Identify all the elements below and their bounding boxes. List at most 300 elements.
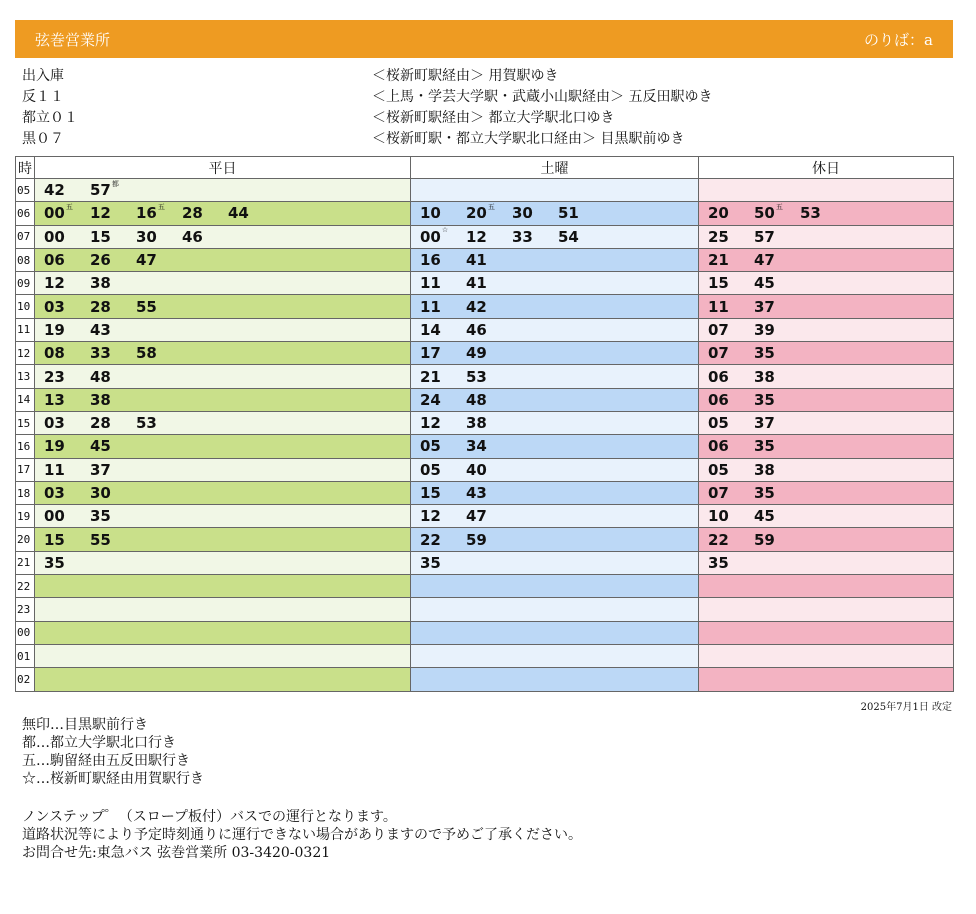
departure-minute [136,414,182,432]
hour-cell: 23 [16,598,35,621]
departure-minute [136,344,182,362]
hour-cell: 07 [16,225,35,248]
minute-value: 35 [420,553,441,572]
departure-minute [466,391,512,409]
minute-value: 12 [420,507,441,526]
holiday-cell [699,621,954,644]
saturday-cell [411,621,699,644]
minute-value: 51 [558,204,579,223]
weekday-cell [35,575,411,598]
minute-value: 15 [44,530,65,549]
minute-value: 53 [800,204,821,223]
saturday-cell [411,598,699,621]
minute-value: 22 [420,530,441,549]
route-row [22,129,952,150]
departure-minute [754,507,800,525]
minute-value: 45 [90,437,111,456]
departure-minute [44,228,90,246]
saturday-cell [411,458,699,481]
minute-value: 16 [420,251,441,270]
weekday-cell [35,179,411,202]
minute-value: 12 [44,274,65,293]
minute-value: 47 [466,507,487,526]
minute-value: 38 [754,460,775,479]
minute-value: 37 [754,297,775,316]
departure-minute [90,484,136,502]
departure-minute [136,204,182,222]
departure-minute [466,368,512,386]
saturday-cell [411,481,699,504]
departure-minute [558,204,604,222]
minute-value: 28 [182,204,203,223]
minute-value: 42 [466,297,487,316]
holiday-cell [699,342,954,365]
weekday-cell [35,342,411,365]
minute-value: 08 [44,344,65,363]
departure-minute [420,484,466,502]
departure-minute [90,321,136,339]
minute-value: 21 [420,367,441,386]
departure-minute [708,391,754,409]
saturday-cell [411,388,699,411]
saturday-cell [411,225,699,248]
hour-cell: 20 [16,528,35,551]
minute-value: 53 [136,414,157,433]
minute-value: 12 [420,414,441,433]
holiday-cell [699,505,954,528]
minute-value: 44 [228,204,249,223]
hour-cell: 05 [16,179,35,202]
departure-minute [708,228,754,246]
minute-value: 55 [90,530,111,549]
departure-minute [420,321,466,339]
departure-minute [44,321,90,339]
saturday-cell [411,551,699,574]
departure-minute [90,414,136,432]
minute-value: 30 [90,484,111,502]
notes [22,808,582,862]
minute-value: 28 [90,414,111,433]
weekday-cell [35,668,411,691]
destination-mark: 五 [775,203,783,212]
saturday-cell [411,365,699,388]
hour-cell: 16 [16,435,35,458]
departure-minute [420,507,466,525]
minute-value: 06 [708,437,729,456]
minute-value: 41 [466,274,487,293]
minute-value: 15 [708,274,729,293]
minute-value: 39 [754,320,775,339]
route-row [22,108,952,129]
destination-mark: 五 [487,203,495,212]
departure-minute [466,321,512,339]
hour-cell: 19 [16,505,35,528]
holiday-cell [699,272,954,295]
minute-value: 42 [44,181,65,200]
departure-minute [512,228,558,246]
holiday-cell [699,644,954,667]
timetable-row [16,528,954,551]
minute-value: 54 [558,227,579,246]
minute-value: 38 [90,274,111,293]
minute-value: 03 [44,297,65,316]
departure-minute [90,204,136,222]
minute-value: 00 [44,507,65,526]
minute-value: 55 [136,297,157,316]
timetable-row [16,179,954,202]
holiday-cell [699,248,954,271]
departure-minute [708,368,754,386]
departure-minute [90,298,136,316]
minute-value: 30 [136,227,157,246]
minute-value: 59 [754,530,775,549]
weekday-cell [35,551,411,574]
timetable-row [16,388,954,411]
departure-minute [90,507,136,525]
departure-minute [44,484,90,502]
saturday-cell [411,644,699,667]
holiday-cell [699,225,954,248]
minute-value: 05 [420,437,441,456]
route-row [22,66,952,87]
minute-value: 21 [708,251,729,270]
minute-value: 59 [466,530,487,549]
departure-minute [44,391,90,409]
minute-value: 14 [420,320,441,339]
minute-value: 06 [44,251,65,270]
departure-minute [44,414,90,432]
departure-minute [420,225,466,246]
timetable-row [16,575,954,598]
hour-cell: 00 [16,621,35,644]
minute-value: 37 [90,460,111,479]
minute-value: 35 [754,484,775,502]
timetable-row [16,342,954,365]
minute-value: 22 [708,530,729,549]
departure-minute [420,554,466,572]
departure-minute [44,298,90,316]
revision-date: 2025年7月1日 改定 [860,702,952,713]
hour-cell: 18 [16,481,35,504]
departure-minute [754,251,800,269]
departure-minute [754,391,800,409]
minute-value: 19 [44,437,65,456]
hour-cell: 15 [16,411,35,434]
weekday-cell [35,202,411,225]
departure-minute [228,204,274,222]
weekday-cell [35,295,411,318]
timetable-row [16,411,954,434]
departure-minute [44,437,90,455]
weekday-cell [35,225,411,248]
departure-minute [420,531,466,549]
departure-minute [708,251,754,269]
departure-minute [708,507,754,525]
weekday-cell [35,481,411,504]
departure-minute [90,344,136,362]
departure-minute [708,344,754,362]
departure-minute [420,251,466,269]
saturday-cell [411,272,699,295]
timetable-row [16,668,954,691]
saturday-cell [411,202,699,225]
minute-value: 38 [466,414,487,433]
timetable-row [16,644,954,667]
holiday-cell [699,202,954,225]
departure-minute [466,437,512,455]
departure-minute [90,251,136,269]
departure-minute [754,414,800,432]
minute-value: 11 [708,297,729,316]
minute-value: 25 [708,227,729,246]
departure-minute [466,274,512,292]
departure-minute [44,368,90,386]
weekday-cell [35,318,411,341]
departure-minute [466,414,512,432]
minute-value: 28 [90,297,111,316]
saturday-cell [411,668,699,691]
departure-minute [708,554,754,572]
timetable [15,156,954,692]
minute-value: 47 [754,251,775,270]
weekday-cell [35,598,411,621]
hour-cell: 01 [16,644,35,667]
minute-value: 33 [512,227,533,246]
legend-item: 五…駒留経由五反田駅行き [22,753,190,769]
departure-minute [466,228,512,246]
departure-minute [466,344,512,362]
legend-item: 無印…目黒駅前行き [22,717,148,733]
minute-value: 49 [466,344,487,363]
departure-minute [420,344,466,362]
legend [22,716,204,788]
minute-value: 07 [708,320,729,339]
departure-minute [708,484,754,502]
timetable-row [16,551,954,574]
hour-cell: 09 [16,272,35,295]
saturday-cell [411,179,699,202]
minute-value: 33 [90,344,111,363]
departure-minute [466,251,512,269]
minute-value: 12 [90,204,111,223]
departure-minute [44,204,90,222]
minute-value: 15 [420,484,441,502]
minute-value: 40 [466,460,487,479]
departure-minute [708,437,754,455]
departure-minute [754,484,800,502]
departure-minute [420,368,466,386]
holiday-cell [699,435,954,458]
minute-value: 23 [44,367,65,386]
departure-minute [182,204,228,222]
minute-value: 11 [420,297,441,316]
holiday-cell [699,365,954,388]
saturday-cell [411,318,699,341]
holiday-cell [699,575,954,598]
holiday-cell [699,551,954,574]
departure-minute [754,461,800,479]
minute-value: 03 [44,414,65,433]
minute-value: 17 [420,344,441,363]
departure-minute [708,531,754,549]
route-list [22,66,952,150]
route-desc: ＜桜新町駅経由＞ 用賀駅ゆき [372,68,559,84]
departure-minute [708,461,754,479]
minute-value: 16 [136,204,157,223]
route-code: 都立０１ [22,110,78,126]
minute-value: 07 [708,344,729,363]
departure-minute [754,298,800,316]
holiday-header: 休日 [699,157,954,179]
departure-minute [754,368,800,386]
route-desc: ＜桜新町駅経由＞ 都立大学駅北口ゆき [372,110,615,126]
hour-cell: 12 [16,342,35,365]
timetable-row [16,505,954,528]
departure-minute [800,204,846,222]
weekday-cell [35,435,411,458]
holiday-cell [699,458,954,481]
departure-minute [420,414,466,432]
minute-value: 20 [466,204,487,223]
hour-header: 時 [16,157,35,179]
hour-cell: 06 [16,202,35,225]
minute-value: 35 [754,344,775,363]
departure-minute [44,507,90,525]
timetable-row [16,481,954,504]
hour-cell: 13 [16,365,35,388]
destination-mark: 都 [111,180,119,189]
minute-value: 46 [466,320,487,339]
note-line: ノンステップ゜（スロープ板付）バスでの運行となります。 [22,809,397,825]
saturday-cell [411,295,699,318]
hour-cell: 17 [16,458,35,481]
minute-value: 43 [466,484,487,502]
minute-value: 35 [754,390,775,409]
departure-minute [420,274,466,292]
minute-value: 26 [90,251,111,270]
timetable-row [16,318,954,341]
departure-minute [754,228,800,246]
timetable-row [16,458,954,481]
route-desc: ＜上馬・学芸大学駅・武蔵小山駅経由＞ 五反田駅ゆき [372,89,713,105]
departure-minute [182,228,228,246]
route-code: 黒０７ [22,131,64,147]
weekday-cell [35,528,411,551]
minute-value: 34 [466,437,487,456]
minute-value: 48 [90,367,111,386]
route-row [22,87,952,108]
minute-value: 19 [44,320,65,339]
timetable-header-row [16,157,954,179]
timetable-row [16,435,954,458]
departure-minute [708,204,754,222]
weekday-cell [35,505,411,528]
hour-cell: 02 [16,668,35,691]
departure-minute [512,204,558,222]
office-name: 弦巻営業所 [35,30,111,49]
route-code: 出入庫 [22,68,64,84]
holiday-cell [699,179,954,202]
minute-value: 30 [512,204,533,223]
departure-minute [44,274,90,292]
departure-minute [44,251,90,269]
minute-value: 37 [754,414,775,433]
saturday-cell [411,505,699,528]
minute-value: 06 [708,367,729,386]
timetable-row [16,272,954,295]
weekday-cell [35,458,411,481]
timetable-body [16,179,954,692]
page-header [15,20,953,58]
minute-value: 43 [90,320,111,339]
saturday-cell [411,248,699,271]
timetable-row [16,248,954,271]
minute-value: 35 [90,507,111,526]
minute-value: 11 [44,460,65,479]
departure-minute [420,204,466,222]
departure-minute [466,507,512,525]
legend-item: ☆…桜新町駅経由用賀駅行き [22,771,204,787]
note-line: お問合せ先:東急バス 弦巻営業所 03-3420-0321 [22,845,331,861]
destination-mark: 五 [65,203,73,212]
timetable-row [16,598,954,621]
departure-minute [708,298,754,316]
minute-value: 45 [754,507,775,526]
hour-cell: 22 [16,575,35,598]
departure-minute [90,461,136,479]
saturday-header: 土曜 [411,157,699,179]
departure-minute [44,531,90,549]
departure-minute [466,204,512,222]
departure-minute [466,461,512,479]
departure-minute [90,391,136,409]
weekday-cell [35,272,411,295]
route-code: 反１１ [22,89,64,105]
saturday-cell [411,342,699,365]
hour-cell: 10 [16,295,35,318]
minute-value: 58 [136,344,157,363]
minute-value: 06 [708,390,729,409]
departure-minute [466,484,512,502]
minute-value: 05 [708,460,729,479]
minute-value: 05 [708,414,729,433]
minute-value: 11 [420,274,441,293]
holiday-cell [699,295,954,318]
departure-minute [90,437,136,455]
hour-cell: 08 [16,248,35,271]
minute-value: 46 [182,227,203,246]
minute-value: 35 [708,553,729,572]
minute-value: 20 [708,204,729,223]
minute-value: 03 [44,484,65,502]
destination-mark: ☆ [441,225,449,234]
minute-value: 07 [708,484,729,502]
minute-value: 57 [754,227,775,246]
minute-value: 00 [44,204,65,223]
hour-cell: 14 [16,388,35,411]
saturday-cell [411,575,699,598]
departure-minute [90,181,136,199]
minute-value: 38 [90,390,111,409]
departure-minute [136,228,182,246]
saturday-cell [411,435,699,458]
minute-value: 10 [708,507,729,526]
holiday-cell [699,481,954,504]
departure-minute [754,531,800,549]
minute-value: 24 [420,390,441,409]
saturday-cell [411,411,699,434]
weekday-cell [35,411,411,434]
